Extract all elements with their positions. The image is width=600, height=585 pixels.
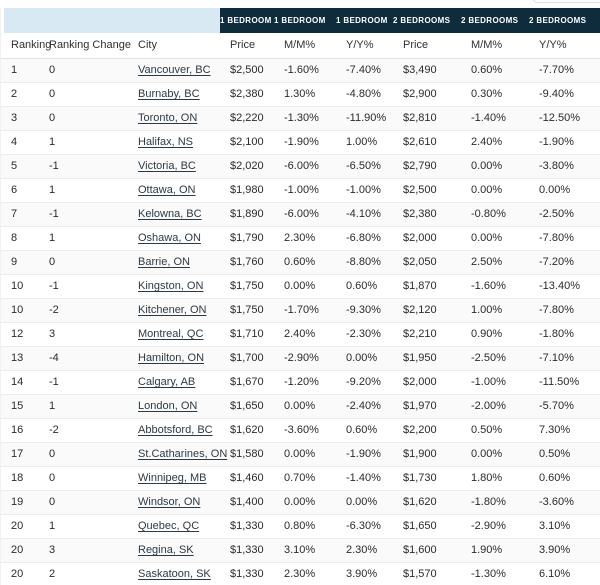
1br-yy-cell: -9.20% — [346, 376, 381, 388]
2br-mm-cell: -2.90% — [471, 520, 506, 532]
ranking-cell: 20 — [11, 544, 24, 556]
1br-price-cell: $1,980 — [230, 184, 264, 196]
2br-mm-cell: -1.30% — [471, 568, 506, 580]
rent-report-table-wrap — [0, 8, 600, 585]
2br-yy-cell: 3.10% — [539, 520, 571, 532]
city-cell — [128, 418, 220, 442]
column-header-row — [1, 33, 600, 58]
2br-price-cell: $3,490 — [403, 64, 437, 76]
city-cell — [128, 562, 220, 585]
1br-price-cell: $1,750 — [230, 304, 264, 316]
2br-price-cell: $2,000 — [403, 232, 437, 244]
group-header-2-bedrooms: 2 BEDROOMS — [393, 8, 461, 33]
ranking-change-cell: 1 — [49, 136, 56, 148]
2br-price-cell: $1,600 — [403, 544, 437, 556]
2br-price-cell: $2,380 — [403, 208, 437, 220]
2br-yy-cell: 7.30% — [539, 424, 571, 436]
1br-price-cell: $1,460 — [230, 472, 264, 484]
city-link[interactable]: Toronto, ON — [138, 112, 198, 124]
2br-mm-cell: 0.90% — [471, 328, 503, 340]
2br-yy-cell: -1.80% — [539, 328, 574, 340]
2br-price-cell: $2,500 — [403, 184, 437, 196]
ranking-cell: 14 — [11, 376, 24, 388]
table-row — [1, 466, 600, 490]
1br-yy-cell: -1.00% — [346, 184, 381, 196]
ranking-cell: 5 — [11, 160, 18, 172]
ranking-cell: 4 — [11, 136, 18, 148]
1br-yy-cell: 1.00% — [346, 136, 378, 148]
column-header-city: City — [128, 33, 220, 58]
1br-price-cell: $1,760 — [230, 256, 264, 268]
table-row — [1, 106, 600, 130]
1br-yy-cell: -4.80% — [346, 88, 381, 100]
table-row — [1, 298, 600, 322]
city-link[interactable]: Abbotsford, BC — [138, 424, 213, 436]
2br-price-cell: $2,790 — [403, 160, 437, 172]
city-cell — [128, 130, 220, 154]
1br-price-cell: $1,330 — [230, 544, 264, 556]
table-row — [1, 82, 600, 106]
city-cell — [128, 298, 220, 322]
1br-mm-cell: -1.30% — [284, 112, 319, 124]
1br-yy-cell: -6.50% — [346, 160, 381, 172]
ranking-change-cell: 1 — [49, 232, 56, 244]
column-header-ranking-change: Ranking Change — [39, 33, 128, 58]
city-link[interactable]: Saskatoon, SK — [138, 568, 211, 580]
1br-mm-cell: 2.40% — [284, 328, 316, 340]
1br-price-cell: $1,790 — [230, 232, 264, 244]
2br-yy-cell: 0.50% — [539, 448, 571, 460]
2br-price-cell: $2,050 — [403, 256, 437, 268]
2br-yy-cell: -12.50% — [539, 112, 580, 124]
2br-mm-cell: 0.00% — [471, 184, 503, 196]
column-header-2br-price: Price — [393, 33, 461, 58]
city-link[interactable]: Kingston, ON — [138, 280, 204, 292]
city-link[interactable]: London, ON — [138, 400, 198, 412]
2br-yy-cell: 0.00% — [539, 184, 571, 196]
2br-mm-cell: -2.00% — [471, 400, 506, 412]
table-row — [1, 130, 600, 154]
ranking-change-cell: -2 — [49, 304, 59, 316]
cutoff-element-corner — [532, 0, 600, 3]
2br-mm-cell: -1.00% — [471, 376, 506, 388]
column-header-2br-yy: Y/Y% — [529, 33, 600, 58]
1br-yy-cell: -2.40% — [346, 400, 381, 412]
ranking-cell: 19 — [11, 496, 24, 508]
1br-yy-cell: -6.80% — [346, 232, 381, 244]
2br-yy-cell: 3.90% — [539, 544, 571, 556]
city-link[interactable]: Montreal, QC — [138, 328, 204, 340]
2br-price-cell: $1,730 — [403, 472, 437, 484]
2br-price-cell: $2,000 — [403, 376, 437, 388]
2br-price-cell: $2,810 — [403, 112, 437, 124]
ranking-change-cell: 3 — [49, 544, 56, 556]
1br-yy-cell: -2.30% — [346, 328, 381, 340]
city-cell — [128, 58, 220, 82]
ranking-change-cell: 0 — [49, 496, 56, 508]
ranking-change-cell: 0 — [49, 112, 56, 124]
2br-mm-cell: -1.80% — [471, 496, 506, 508]
1br-mm-cell: -1.70% — [284, 304, 319, 316]
city-link[interactable]: Calgary, AB — [138, 376, 196, 388]
city-link[interactable]: Hamilton, ON — [138, 352, 205, 364]
ranking-cell: 18 — [11, 472, 24, 484]
table-row — [1, 226, 600, 250]
1br-price-cell: $2,020 — [230, 160, 264, 172]
1br-price-cell: $2,380 — [230, 88, 264, 100]
city-cell — [128, 322, 220, 346]
1br-price-cell: $1,330 — [230, 568, 264, 580]
city-cell — [128, 538, 220, 562]
group-header-1-bedroom: 1 BEDROOM — [220, 8, 274, 33]
column-header-1br-price: Price — [220, 33, 274, 58]
2br-mm-cell: 0.60% — [471, 64, 503, 76]
city-link[interactable]: Windsor, ON — [138, 496, 201, 508]
city-cell — [128, 442, 228, 466]
ranking-change-cell: 3 — [49, 328, 56, 340]
ranking-change-cell: -4 — [49, 352, 59, 364]
2br-mm-cell: 0.30% — [471, 88, 503, 100]
2br-price-cell: $2,610 — [403, 136, 437, 148]
table-row — [1, 562, 600, 585]
ranking-change-cell: 0 — [49, 256, 56, 268]
2br-yy-cell: -3.80% — [539, 160, 574, 172]
2br-yy-cell: -2.50% — [539, 208, 574, 220]
2br-yy-cell: -13.40% — [539, 280, 580, 292]
2br-mm-cell: 0.00% — [471, 232, 503, 244]
1br-mm-cell: 0.00% — [284, 400, 316, 412]
1br-price-cell: $2,500 — [230, 64, 264, 76]
1br-price-cell: $1,890 — [230, 208, 264, 220]
1br-yy-cell: 0.60% — [346, 424, 378, 436]
2br-mm-cell: 1.00% — [471, 304, 503, 316]
city-link[interactable]: Kelowna, BC — [138, 208, 202, 220]
ranking-cell: 8 — [11, 232, 18, 244]
1br-mm-cell: 0.00% — [284, 280, 316, 292]
2br-price-cell: $2,200 — [403, 424, 437, 436]
table-row — [1, 250, 600, 274]
city-link[interactable]: Regina, SK — [138, 544, 194, 556]
2br-yy-cell: -7.80% — [539, 232, 574, 244]
table-row — [1, 154, 600, 178]
1br-mm-cell: -1.20% — [284, 376, 319, 388]
city-cell — [128, 178, 220, 202]
1br-yy-cell: 0.00% — [346, 352, 378, 364]
city-link[interactable]: Oshawa, ON — [138, 232, 201, 244]
1br-yy-cell: -1.40% — [346, 472, 381, 484]
city-cell — [128, 202, 220, 226]
table-row — [1, 58, 600, 82]
city-cell — [128, 250, 220, 274]
table-row — [1, 514, 600, 538]
city-cell — [128, 346, 220, 370]
1br-price-cell: $1,710 — [230, 328, 264, 340]
1br-yy-cell: 0.00% — [346, 496, 378, 508]
column-header-ranking: Ranking — [1, 33, 39, 58]
1br-price-cell: $1,620 — [230, 424, 264, 436]
1br-mm-cell: -6.00% — [284, 208, 319, 220]
group-header-spacer — [1, 8, 220, 33]
city-link[interactable]: Kitchener, ON — [138, 304, 207, 316]
ranking-cell: 10 — [11, 304, 24, 316]
2br-price-cell: $2,120 — [403, 304, 437, 316]
1br-yy-cell: -11.90% — [346, 112, 387, 124]
1br-mm-cell: -1.90% — [284, 136, 319, 148]
table-row — [1, 346, 600, 370]
table-row — [1, 442, 600, 466]
1br-mm-cell: -3.60% — [284, 424, 319, 436]
city-cell — [128, 226, 220, 250]
1br-yy-cell: -4.10% — [346, 208, 381, 220]
table-row — [1, 322, 600, 346]
1br-mm-cell: -6.00% — [284, 160, 319, 172]
table-row — [1, 274, 600, 298]
1br-yy-cell: -8.80% — [346, 256, 381, 268]
2br-mm-cell: -1.40% — [471, 112, 506, 124]
2br-price-cell: $1,650 — [403, 520, 437, 532]
1br-price-cell: $1,330 — [230, 520, 264, 532]
column-header-1br-yy: Y/Y% — [336, 33, 393, 58]
ranking-cell: 16 — [11, 424, 24, 436]
ranking-cell: 3 — [11, 112, 18, 124]
city-link[interactable]: Vancouver, BC — [138, 64, 211, 76]
table-row — [1, 394, 600, 418]
column-header-2br-mm: M/M% — [461, 33, 529, 58]
2br-mm-cell: 2.50% — [471, 256, 503, 268]
2br-mm-cell: -2.50% — [471, 352, 506, 364]
city-cell — [128, 274, 220, 298]
2br-price-cell: $1,970 — [403, 400, 437, 412]
group-header-2-bedrooms: 2 BEDROOMS — [529, 8, 600, 33]
2br-yy-cell: -7.10% — [539, 352, 574, 364]
ranking-change-cell: -1 — [49, 160, 59, 172]
2br-yy-cell: 0.60% — [539, 472, 571, 484]
2br-yy-cell: -3.60% — [539, 496, 574, 508]
2br-mm-cell: 1.80% — [471, 472, 503, 484]
column-header-1br-mm: M/M% — [274, 33, 336, 58]
city-link[interactable]: Burnaby, BC — [138, 88, 200, 100]
table-row — [1, 538, 600, 562]
rent-report-table — [1, 8, 600, 585]
1br-price-cell: $1,650 — [230, 400, 264, 412]
1br-yy-cell: -7.40% — [346, 64, 381, 76]
1br-yy-cell: -6.30% — [346, 520, 381, 532]
1br-yy-cell: -1.90% — [346, 448, 381, 460]
ranking-change-cell: 2 — [49, 568, 56, 580]
1br-mm-cell: 1.30% — [284, 88, 316, 100]
city-link[interactable]: St.Catharines, ON — [138, 448, 228, 460]
2br-yy-cell: -9.40% — [539, 88, 574, 100]
2br-yy-cell: -7.20% — [539, 256, 574, 268]
city-cell — [128, 490, 220, 514]
ranking-change-cell: 0 — [49, 472, 56, 484]
2br-price-cell: $1,900 — [403, 448, 437, 460]
table-row — [1, 418, 600, 442]
table-row — [1, 202, 600, 226]
ranking-cell: 13 — [11, 352, 24, 364]
ranking-cell: 1 — [11, 64, 18, 76]
2br-yy-cell: -5.70% — [539, 400, 574, 412]
1br-yy-cell: -9.30% — [346, 304, 381, 316]
ranking-cell: 15 — [11, 400, 24, 412]
city-cell — [128, 370, 220, 394]
ranking-change-cell: 0 — [49, 64, 56, 76]
group-header-1-bedroom: 1 BEDROOM — [274, 8, 336, 33]
2br-price-cell: $1,570 — [403, 568, 437, 580]
1br-price-cell: $1,400 — [230, 496, 264, 508]
2br-price-cell: $1,620 — [403, 496, 437, 508]
2br-mm-cell: -1.60% — [471, 280, 506, 292]
ranking-cell: 7 — [11, 208, 18, 220]
2br-yy-cell: -1.90% — [539, 136, 574, 148]
2br-mm-cell: 2.40% — [471, 136, 503, 148]
2br-mm-cell: 0.50% — [471, 424, 503, 436]
1br-yy-cell: 3.90% — [346, 568, 378, 580]
2br-price-cell: $1,870 — [403, 280, 437, 292]
city-cell — [128, 466, 220, 490]
city-cell — [128, 82, 220, 106]
1br-price-cell: $2,220 — [230, 112, 264, 124]
2br-yy-cell: -7.80% — [539, 304, 574, 316]
2br-mm-cell: 0.00% — [471, 160, 503, 172]
group-header-1-bedroom: 1 BEDROOM — [336, 8, 393, 33]
group-header-light-band — [4, 8, 220, 33]
city-link[interactable]: Victoria, BC — [138, 160, 196, 172]
ranking-change-cell: 0 — [49, 88, 56, 100]
1br-mm-cell: 2.30% — [284, 232, 316, 244]
2br-yy-cell: -7.70% — [539, 64, 574, 76]
2br-mm-cell: 0.00% — [471, 448, 503, 460]
city-link[interactable]: Barrie, ON — [138, 256, 190, 268]
2br-price-cell: $2,900 — [403, 88, 437, 100]
ranking-change-cell: -1 — [49, 376, 59, 388]
1br-price-cell: $2,100 — [230, 136, 264, 148]
ranking-change-cell: 1 — [49, 520, 56, 532]
table-row — [1, 178, 600, 202]
ranking-change-cell: -1 — [49, 208, 59, 220]
city-link[interactable]: Ottawa, ON — [138, 184, 196, 196]
1br-mm-cell: 0.00% — [284, 448, 316, 460]
ranking-change-cell: 1 — [49, 184, 56, 196]
1br-mm-cell: -2.90% — [284, 352, 319, 364]
city-cell — [128, 106, 220, 130]
group-header-row — [1, 8, 600, 33]
1br-yy-cell: 0.60% — [346, 280, 378, 292]
table-row — [1, 370, 600, 394]
2br-price-cell: $2,210 — [403, 328, 437, 340]
city-cell — [128, 394, 220, 418]
ranking-change-cell: -2 — [49, 424, 59, 436]
2br-mm-cell: 1.90% — [471, 544, 503, 556]
ranking-cell: 9 — [11, 256, 18, 268]
1br-mm-cell: 0.80% — [284, 520, 316, 532]
ranking-change-cell: 1 — [49, 400, 56, 412]
ranking-cell: 20 — [11, 520, 24, 532]
1br-mm-cell: 3.10% — [284, 544, 316, 556]
1br-yy-cell: 2.30% — [346, 544, 378, 556]
city-link[interactable]: Winnipeg, MB — [138, 472, 207, 484]
city-link[interactable]: Quebec, QC — [138, 520, 200, 532]
1br-price-cell: $1,670 — [230, 376, 264, 388]
city-cell — [128, 514, 220, 538]
table-row — [1, 490, 600, 514]
ranking-cell: 2 — [11, 88, 18, 100]
1br-mm-cell: -1.00% — [284, 184, 319, 196]
ranking-change-cell: -1 — [49, 280, 59, 292]
1br-mm-cell: 2.30% — [284, 568, 316, 580]
1br-mm-cell: -1.60% — [284, 64, 319, 76]
1br-mm-cell: 0.60% — [284, 256, 316, 268]
2br-mm-cell: -0.80% — [471, 208, 506, 220]
ranking-cell: 10 — [11, 280, 24, 292]
ranking-cell: 12 — [11, 328, 24, 340]
ranking-cell: 17 — [11, 448, 24, 460]
ranking-cell: 20 — [11, 568, 24, 580]
2br-yy-cell: 6.10% — [539, 568, 571, 580]
2br-price-cell: $1,950 — [403, 352, 437, 364]
group-header-2-bedrooms: 2 BEDROOMS — [461, 8, 529, 33]
ranking-cell: 6 — [11, 184, 18, 196]
1br-mm-cell: 0.00% — [284, 496, 316, 508]
1br-price-cell: $1,750 — [230, 280, 264, 292]
1br-price-cell: $1,700 — [230, 352, 264, 364]
2br-yy-cell: -11.50% — [539, 376, 580, 388]
1br-mm-cell: 0.70% — [284, 472, 316, 484]
city-cell — [128, 154, 220, 178]
city-link[interactable]: Halifax, NS — [138, 136, 194, 148]
ranking-change-cell: 0 — [49, 448, 56, 460]
1br-price-cell: $1,580 — [230, 448, 264, 460]
